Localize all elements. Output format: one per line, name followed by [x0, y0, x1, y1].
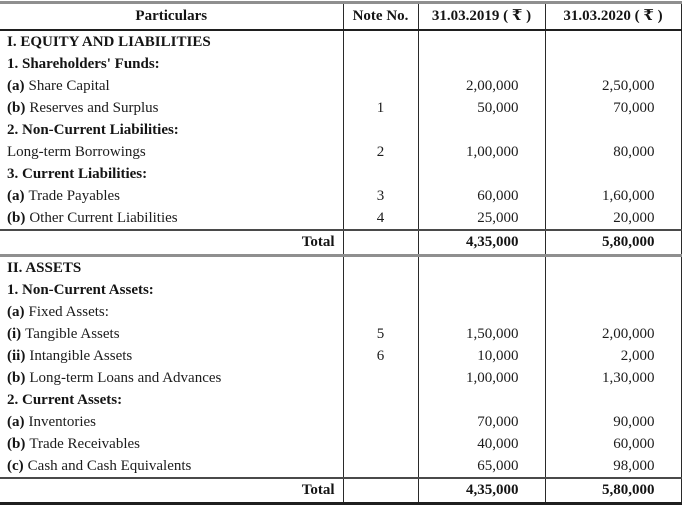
particulars-cell: [0, 75, 343, 97]
value-2020-cell: [545, 119, 681, 141]
row-text: Trade Payables: [28, 187, 121, 204]
particulars-cell: [0, 301, 343, 323]
column-header-note-no: Note No.: [343, 3, 418, 31]
value-2020-cell: 2,50,000: [545, 75, 681, 97]
column-header-2019: 31.03.2019 ( ₹ ): [418, 3, 545, 31]
particulars-cell: [0, 433, 343, 455]
value-2020-cell: [545, 389, 681, 411]
table-row: [0, 30, 681, 53]
row-text: Other Current Liabilities: [29, 209, 178, 226]
table-row: [0, 389, 681, 411]
value-2019-cell: 70,000: [418, 411, 545, 433]
row-text: Fixed Assets:: [28, 303, 109, 320]
column-header-2020: 31.03.2020 ( ₹ ): [545, 3, 681, 31]
value-2019-cell: [418, 301, 545, 323]
note-cell: [343, 411, 418, 433]
value-2020-cell: 1,30,000: [545, 367, 681, 389]
table-row: [0, 75, 681, 97]
note-cell: [343, 230, 418, 256]
value-2019-cell: [418, 163, 545, 185]
value-2020-cell: 90,000: [545, 411, 681, 433]
table-row: [0, 478, 681, 504]
table-row: [0, 323, 681, 345]
table-row: [0, 185, 681, 207]
row-text: I. EQUITY AND LIABILITIES: [7, 33, 211, 50]
particulars-cell: [0, 256, 343, 280]
row-text: 3. Current Liabilities:: [7, 165, 148, 182]
value-2020-cell: 60,000: [545, 433, 681, 455]
value-2020-cell: [545, 30, 681, 53]
value-2019-cell: 10,000: [418, 345, 545, 367]
value-2020-cell: 2,000: [545, 345, 681, 367]
table-row: [0, 411, 681, 433]
note-cell: [343, 455, 418, 478]
value-2019-cell: 40,000: [418, 433, 545, 455]
row-text: 2. Current Assets:: [7, 391, 123, 408]
value-2019-cell: 50,000: [418, 97, 545, 119]
row-text: Inventories: [28, 413, 96, 430]
particulars-cell: [0, 207, 343, 230]
row-marker: (ii): [7, 347, 26, 364]
value-2020-cell: [545, 301, 681, 323]
table-row: [0, 433, 681, 455]
table-row: [0, 97, 681, 119]
value-2020-cell: [545, 256, 681, 280]
header-row: [0, 3, 681, 31]
row-marker: (i): [7, 325, 22, 342]
row-text: Total: [301, 234, 335, 250]
row-text: Long-term Borrowings: [7, 143, 146, 160]
row-text: Long-term Loans and Advances: [29, 369, 222, 386]
value-2020-cell: [545, 279, 681, 301]
row-text: II. ASSETS: [7, 259, 82, 276]
table-row: [0, 455, 681, 478]
row-marker: (b): [7, 99, 26, 116]
row-marker: (b): [7, 369, 26, 386]
row-text: 2. Non-Current Liabilities:: [7, 121, 179, 138]
particulars-cell: [0, 478, 343, 504]
value-2019-cell: [418, 389, 545, 411]
note-cell: 5: [343, 323, 418, 345]
note-cell: [343, 30, 418, 53]
column-header-particulars: Particulars: [0, 3, 343, 31]
particulars-cell: [0, 411, 343, 433]
row-marker: (c): [7, 457, 24, 474]
value-2019-cell: [418, 256, 545, 280]
particulars-cell: [0, 323, 343, 345]
row-text: Cash and Cash Equivalents: [27, 457, 192, 474]
value-2019-cell: [418, 30, 545, 53]
value-2020-cell: [545, 53, 681, 75]
note-cell: [343, 433, 418, 455]
particulars-cell: [0, 345, 343, 367]
row-text: Reserves and Surplus: [29, 99, 159, 116]
particulars-cell: [0, 367, 343, 389]
value-2019-cell: 1,00,000: [418, 141, 545, 163]
particulars-cell: [0, 97, 343, 119]
value-2019-cell: [418, 53, 545, 75]
value-2019-cell: 1,50,000: [418, 323, 545, 345]
row-marker: (b): [7, 209, 26, 226]
value-2019-cell: [418, 119, 545, 141]
row-marker: (a): [7, 187, 25, 204]
table-row: [0, 301, 681, 323]
table-row: [0, 345, 681, 367]
note-cell: 2: [343, 141, 418, 163]
particulars-cell: [0, 455, 343, 478]
particulars-cell: [0, 30, 343, 53]
particulars-cell: [0, 279, 343, 301]
note-cell: [343, 119, 418, 141]
value-2020-cell: 98,000: [545, 455, 681, 478]
row-text: Trade Receivables: [29, 435, 141, 452]
value-2019-cell: 2,00,000: [418, 75, 545, 97]
particulars-cell: [0, 119, 343, 141]
value-2020-cell: 2,00,000: [545, 323, 681, 345]
particulars-cell: [0, 185, 343, 207]
table-row: [0, 119, 681, 141]
table-row: [0, 279, 681, 301]
value-2020-cell: 80,000: [545, 141, 681, 163]
row-text: Total: [301, 482, 335, 498]
row-marker: (a): [7, 77, 25, 94]
note-cell: [343, 279, 418, 301]
value-2020-cell: 1,60,000: [545, 185, 681, 207]
value-2020-cell: 70,000: [545, 97, 681, 119]
value-2019-cell: [418, 279, 545, 301]
note-cell: [343, 256, 418, 280]
value-2020-cell: 5,80,000: [545, 478, 681, 504]
note-cell: [343, 478, 418, 504]
table-row: [0, 163, 681, 185]
balance-sheet-table: [0, 1, 682, 505]
particulars-cell: [0, 230, 343, 256]
table-row: [0, 53, 681, 75]
table-row: [0, 256, 681, 280]
note-cell: 4: [343, 207, 418, 230]
note-cell: 6: [343, 345, 418, 367]
value-2019-cell: 65,000: [418, 455, 545, 478]
table-header: [0, 3, 681, 31]
table-row: [0, 141, 681, 163]
row-text: Share Capital: [28, 77, 110, 94]
value-2020-cell: 20,000: [545, 207, 681, 230]
particulars-cell: [0, 53, 343, 75]
row-text: 1. Non-Current Assets:: [7, 281, 154, 298]
table-row: [0, 230, 681, 256]
note-cell: [343, 53, 418, 75]
table-row: [0, 207, 681, 230]
row-text: 1. Shareholders' Funds:: [7, 55, 160, 72]
note-cell: [343, 367, 418, 389]
value-2019-cell: 60,000: [418, 185, 545, 207]
note-cell: [343, 75, 418, 97]
value-2019-cell: 4,35,000: [418, 230, 545, 256]
row-marker: (a): [7, 303, 25, 320]
note-cell: [343, 163, 418, 185]
row-marker: (b): [7, 435, 26, 452]
row-text: Intangible Assets: [29, 347, 133, 364]
note-cell: [343, 389, 418, 411]
value-2020-cell: 5,80,000: [545, 230, 681, 256]
particulars-cell: [0, 163, 343, 185]
row-text: Tangible Assets: [25, 325, 120, 342]
value-2019-cell: 25,000: [418, 207, 545, 230]
value-2019-cell: 4,35,000: [418, 478, 545, 504]
table-row: [0, 367, 681, 389]
particulars-cell: [0, 389, 343, 411]
note-cell: [343, 301, 418, 323]
particulars-cell: [0, 141, 343, 163]
note-cell: 3: [343, 185, 418, 207]
note-cell: 1: [343, 97, 418, 119]
value-2019-cell: 1,00,000: [418, 367, 545, 389]
row-marker: (a): [7, 413, 25, 430]
table-body: [0, 30, 681, 504]
value-2020-cell: [545, 163, 681, 185]
